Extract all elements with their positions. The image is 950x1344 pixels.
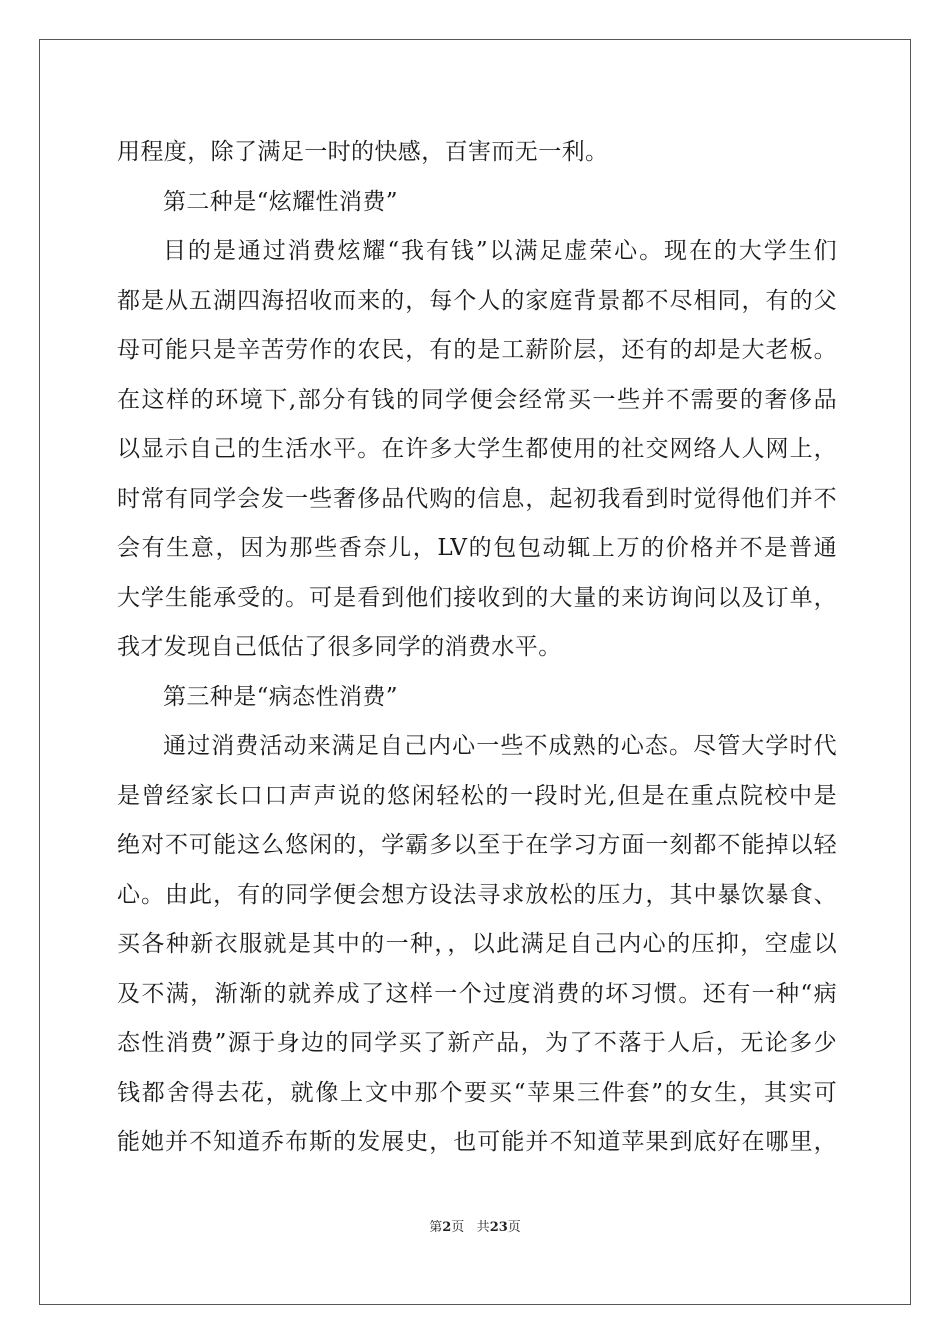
text-line: 心。由此，有的同学便会想方设法寻求放松的压力，其中暴饮暴食、 [117,881,837,908]
text-line: 在这样的环境下,部分有钱的同学便会经常买一些并不需要的奢侈品 [117,386,837,413]
text-line: 钱都舍得去花，就像上文中那个要买“苹果三件套”的女生，其实可 [117,1079,837,1106]
total-suffix: 页 [507,1220,521,1235]
page-suffix: 页 [451,1220,465,1235]
text-line: 是曾经家长口口声声说的悠闲轻松的一段时光,但是在重点院校中是 [117,782,837,809]
text-line: 绝对不可能这么悠闲的，学霸多以至于在学习方面一刻都不能掉以轻 [117,832,837,858]
document-body [117,128,837,1168]
text-line: 以显示自己的生活水平。在许多大学生都使用的社交网络人人网上， [117,436,837,462]
text-line: 第二种是“炫耀性消费” [163,188,398,215]
text-line: 目的是通过消费炫耀“我有钱”以满足虚荣心。现在的大学生们 [163,238,837,264]
text-line: 我才发现自己低估了很多同学的消费水平。 [117,634,562,660]
total-pages: 23 [489,1220,508,1235]
text-line: 母可能只是辛苦劳作的农民，有的是工薪阶层，还有的却是大老板。 [117,337,837,363]
text-line: 大学生能承受的。可是看到他们接收到的大量的来访询问以及订单， [117,584,837,611]
page-number: 2 [442,1220,452,1235]
page-prefix: 第 [429,1220,443,1235]
text-line: 态性消费”源于身边的同学买了新产品，为了不落于人后，无论多少 [117,1030,837,1056]
text-line: 用程度，除了满足一时的快感，百害而无一利。 [117,139,609,165]
text-line: 能她并不知道乔布斯的发展史，也可能并不知道苹果到底好在哪里， [117,1129,837,1155]
text-line: 会有生意，因为那些香奈儿，LV的包包动辄上万的价格并不是普通 [117,535,837,561]
text-line: 及不满，渐渐的就养成了这样一个过度消费的坏习惯。还有一种“病 [117,980,837,1007]
text-line: 第三种是“病态性消费” [163,683,398,710]
text-line: 都是从五湖四海招收而来的，每个人的家庭背景都不尽相同，有的父 [117,287,837,314]
page-footer [0,1216,950,1235]
text-line: 时常有同学会发一些奢侈品代购的信息，起初我看到时觉得他们并不 [117,485,837,512]
text-line: 通过消费活动来满足自己内心一些不成熟的心态。尽管大学时代 [163,733,837,759]
total-prefix: 共 [476,1220,490,1235]
text-line: 买各种新衣服就是其中的一种，，以此满足自己内心的压抑，空虚以 [117,931,837,957]
